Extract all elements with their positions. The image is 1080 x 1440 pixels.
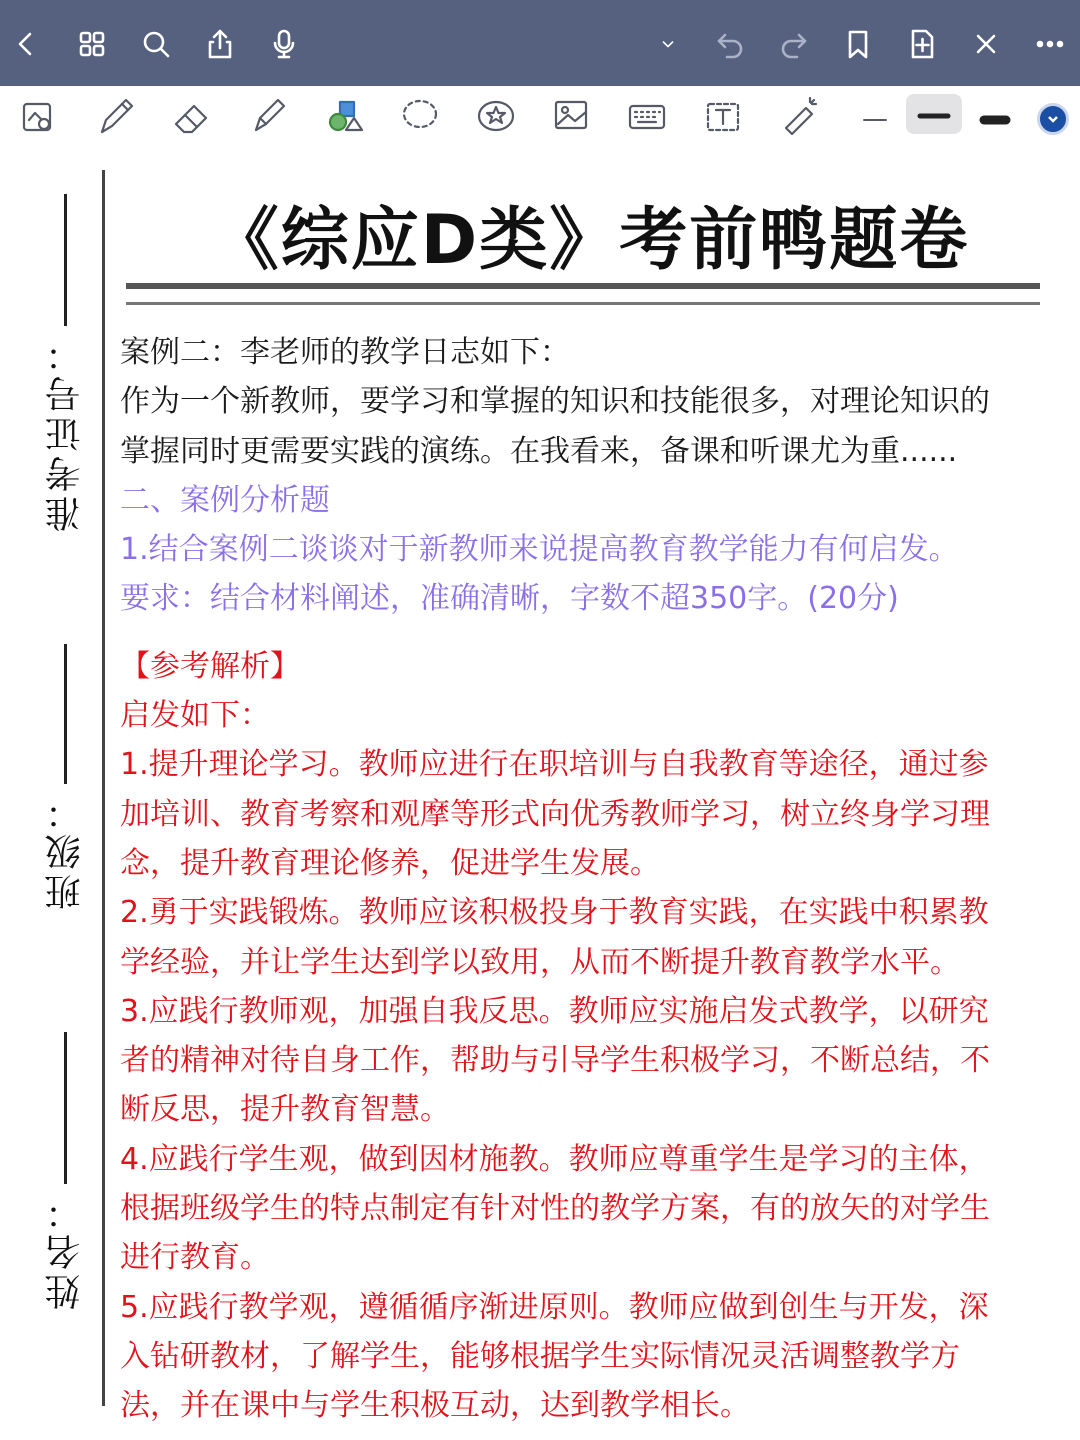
title-divider-thick (126, 283, 1040, 289)
answer-line: 3.应践行教师观，加强自我反思。教师应实施启发式教学，以研究 (120, 993, 989, 1029)
lasso-image-icon[interactable] (14, 90, 64, 136)
medium-stroke-selected[interactable] (906, 94, 962, 134)
thin-stroke-icon[interactable] (850, 90, 900, 136)
color-picker-button[interactable] (1037, 103, 1069, 135)
add-page-icon[interactable] (896, 18, 948, 70)
spacer (120, 624, 1060, 642)
section-heading: 二、案例分析题 (120, 482, 330, 518)
answer-line: 2.勇于实践锻炼。教师应该积极投身于教育实践，在实践中积累教 (120, 895, 989, 931)
laser-pointer-icon[interactable] (774, 90, 824, 136)
analysis-heading: 【参考解析】 (120, 648, 300, 684)
name-label: 姓名： (44, 1190, 86, 1310)
admission-id-line[interactable] (64, 194, 67, 326)
case-text: 作为一个新教师，要学习和掌握的知识和技能很多，对理论知识的 (120, 384, 990, 420)
chevron-down-icon[interactable] (642, 18, 694, 70)
answer-line: 1.提升理论学习。教师应进行在职培训与自我教育等途径，通过参 (120, 747, 989, 783)
class-field (20, 644, 110, 910)
text-box-icon[interactable] (698, 90, 748, 136)
title-divider-thin (126, 302, 1040, 305)
requirement-text: 要求：结合材料阐述，准确清晰，字数不超350字。(20分) (120, 581, 899, 617)
back-icon[interactable] (0, 18, 52, 70)
answer-line: 念，提升教育理论修养，促进学生发展。 (120, 845, 660, 881)
answer-line: 者的精神对待自身工作，帮助与引导学生积极学习，不断总结，不 (120, 1043, 990, 1079)
thick-stroke-icon[interactable] (970, 90, 1020, 136)
answer-line: 加培训、教育考察和观摩等形式向优秀教师学习，树立终身学习理 (120, 796, 990, 832)
name-line[interactable] (64, 1032, 67, 1184)
answer-line: 根据班级学生的特点制定有针对性的教学方案，有的放矢的对学生 (120, 1191, 990, 1227)
microphone-icon[interactable] (258, 18, 310, 70)
admission-id-field (20, 194, 110, 532)
answer-line: 5.应践行教学观，遵循循序渐进原则。教师应做到创生与开发，深 (120, 1289, 989, 1325)
grid-icon[interactable] (66, 18, 118, 70)
answer-line: 法，并在课中与学生积极互动，达到教学相长。 (120, 1388, 750, 1424)
case-intro: 案例二：李老师的教学日志如下： (120, 335, 570, 370)
question-text: 1.结合案例二谈谈对于新教师来说提高教育教学能力有何启发。 (120, 532, 959, 568)
document-body (120, 328, 1060, 1431)
bookmark-icon[interactable] (832, 18, 884, 70)
top-navigation-bar (0, 0, 1080, 86)
pen-icon[interactable] (90, 90, 140, 136)
highlighter-icon[interactable] (242, 90, 292, 136)
class-line[interactable] (64, 644, 67, 784)
lasso-icon[interactable] (394, 90, 444, 136)
sticker-icon[interactable] (470, 90, 520, 136)
name-field (20, 1032, 110, 1310)
answer-line: 4.应践行学生观，做到因材施教。教师应尊重学生是学习的主体， (120, 1141, 989, 1177)
answer-line: 进行教育。 (120, 1240, 270, 1276)
keyboard-icon[interactable] (622, 90, 672, 136)
share-icon[interactable] (194, 18, 246, 70)
class-label: 班级： (44, 790, 86, 910)
search-icon[interactable] (130, 18, 182, 70)
admission-id-label: 准考证号： (44, 332, 86, 532)
case-text: 掌握同时更需要实践的演练。在我看来，备课和听课尤为重...... (120, 433, 958, 469)
chevron-down-icon (1046, 112, 1060, 126)
page-title: 《综应D类》考前鸭题卷 (210, 201, 970, 280)
close-icon[interactable] (960, 18, 1012, 70)
analysis-intro: 启发如下： (120, 698, 270, 734)
more-icon[interactable] (1024, 18, 1076, 70)
redo-icon[interactable] (768, 18, 820, 70)
image-icon[interactable] (546, 90, 596, 136)
eraser-icon[interactable] (166, 90, 216, 136)
answer-line: 入钻研教材，了解学生，能够根据学生实际情况灵活调整教学方 (120, 1338, 960, 1374)
undo-icon[interactable] (704, 18, 756, 70)
answer-line: 学经验，并让学生达到学以致用，从而不断提升教育教学水平。 (120, 944, 960, 980)
shapes-icon[interactable] (318, 90, 368, 136)
answer-line: 断反思，提升教育智慧。 (120, 1092, 450, 1128)
